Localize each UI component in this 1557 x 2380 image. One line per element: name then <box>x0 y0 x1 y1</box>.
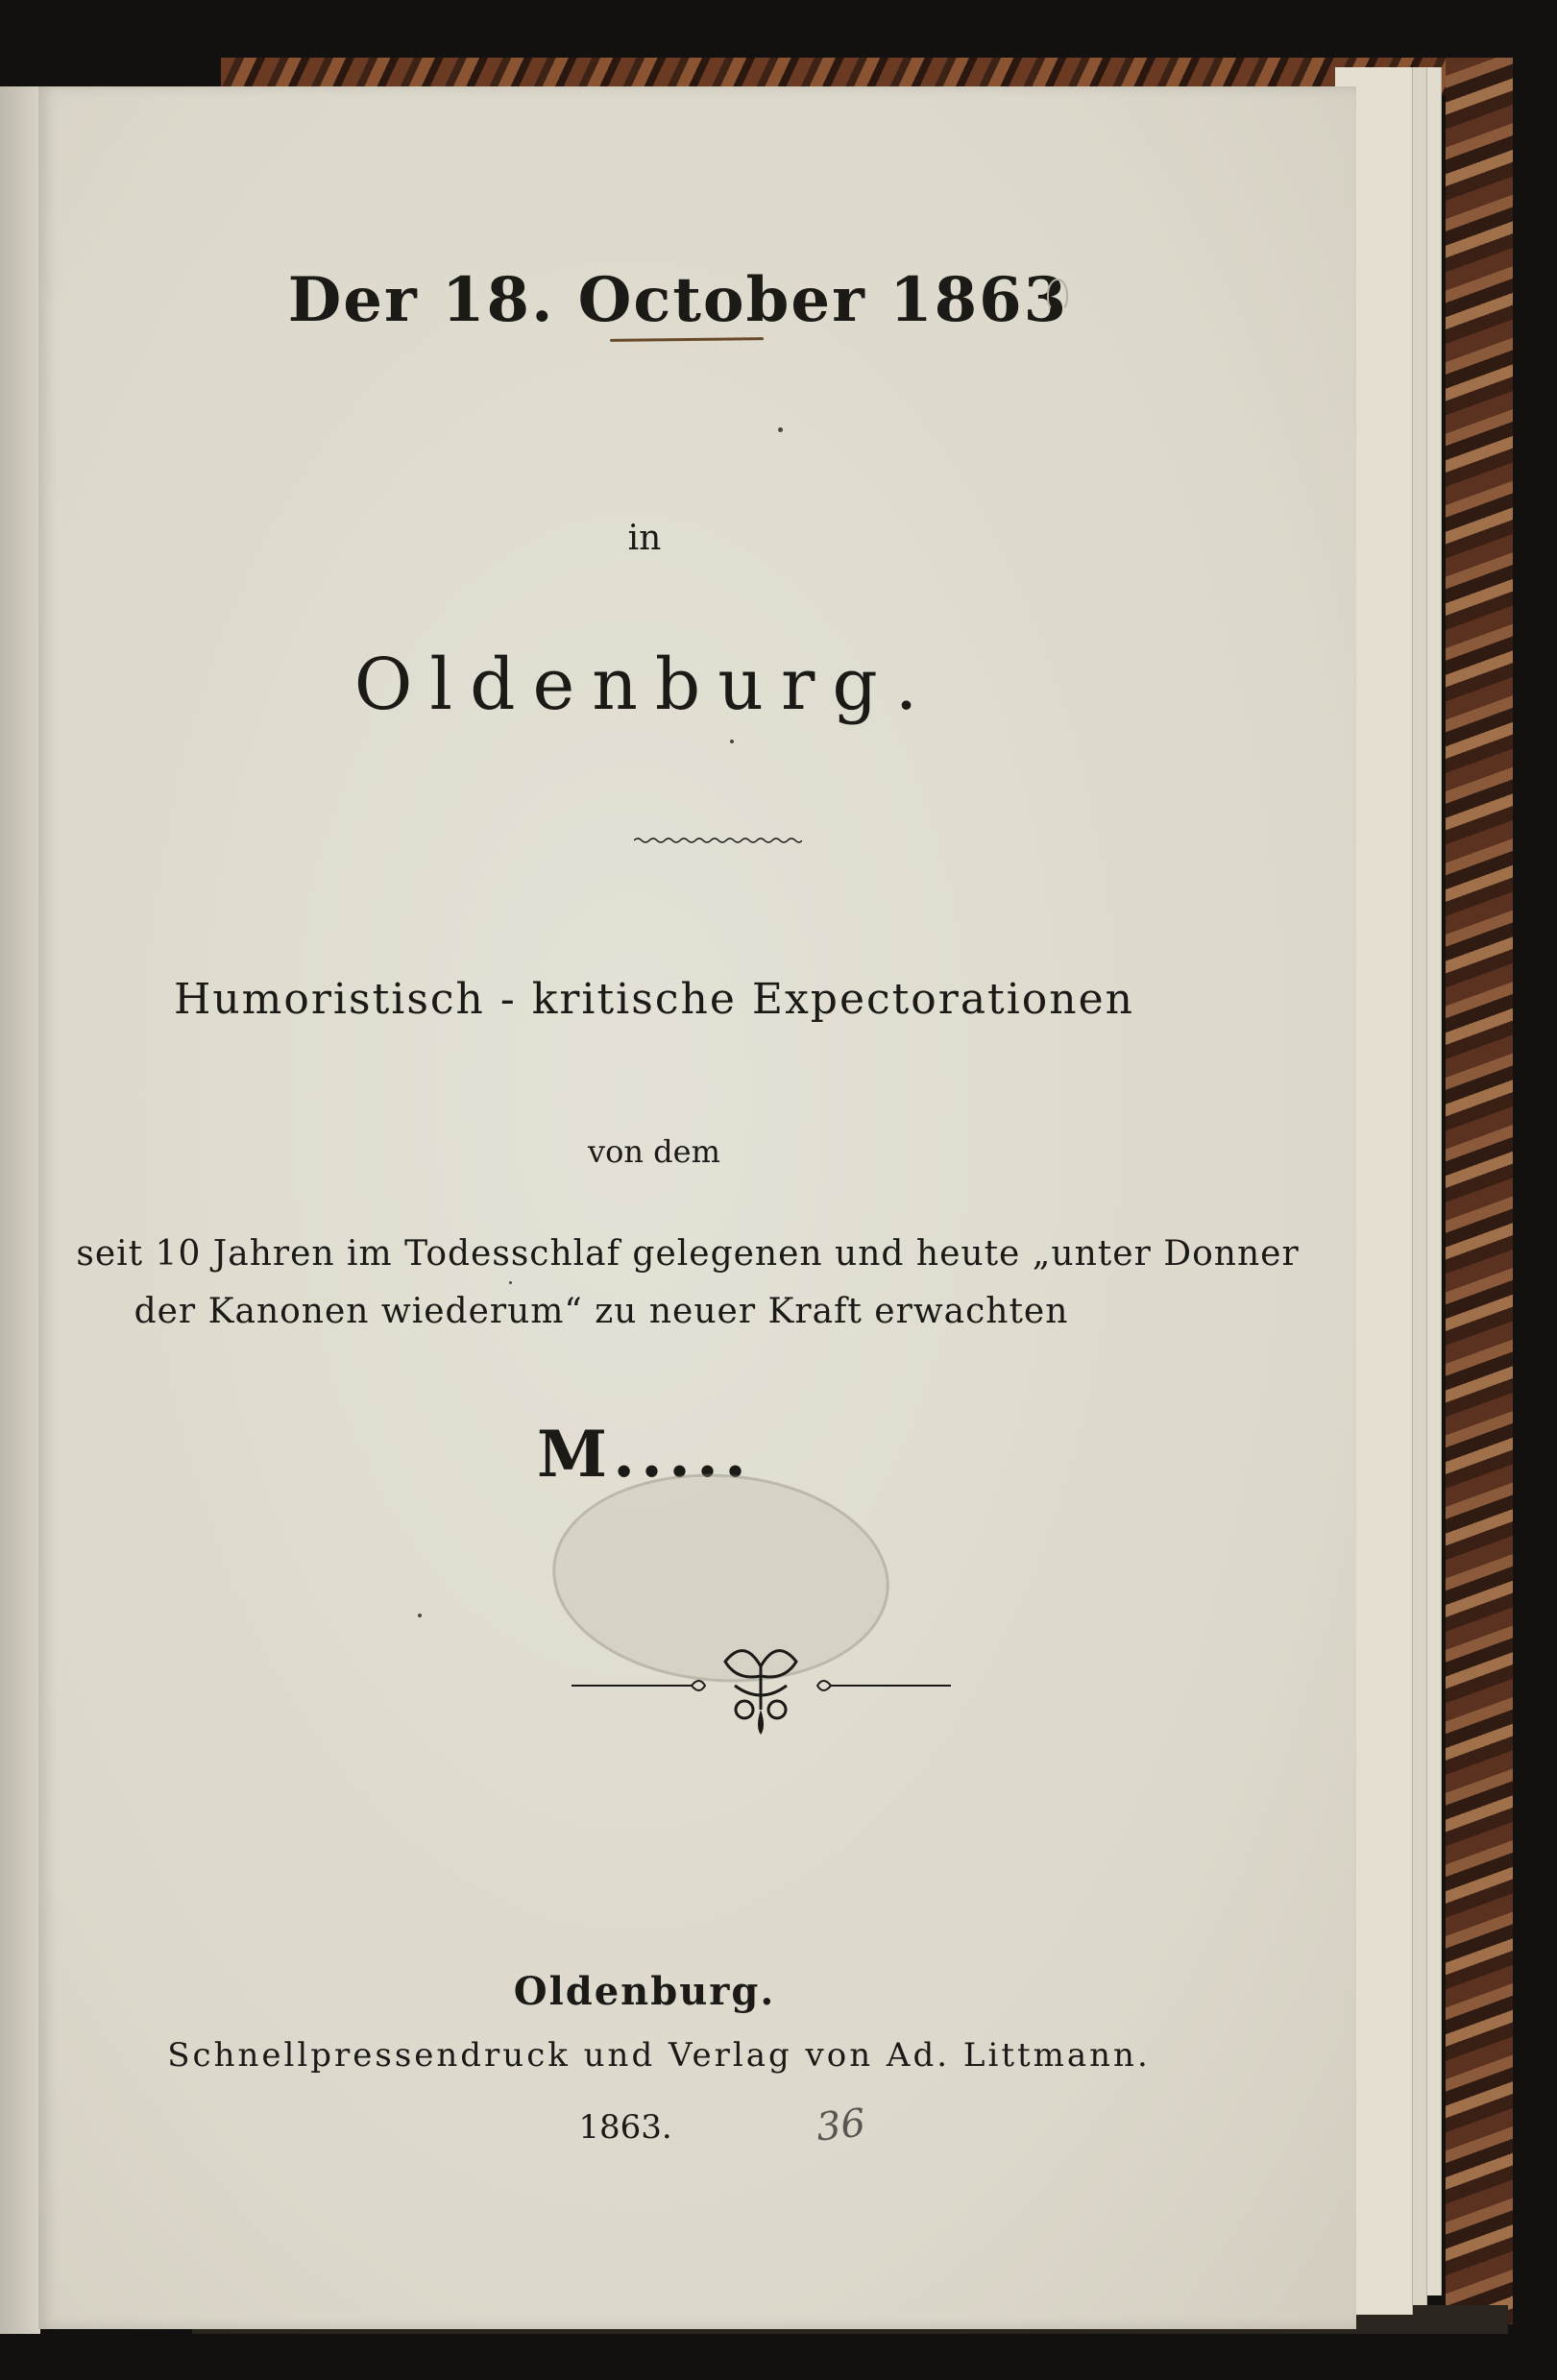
ink-speck <box>730 740 734 743</box>
ink-speck <box>778 427 783 432</box>
byline-von: von dem <box>588 1133 720 1170</box>
imprint-printer: Schnellpressendruck und Verlag von Ad. Littmann. <box>167 2036 1151 2075</box>
title-page <box>38 86 1356 2329</box>
description-line-1: seit 10 Jahren im Todesschlaf gelegenen und heute „unter Donner <box>76 1234 1300 1274</box>
imprint-place: Oldenburg. <box>513 1969 776 2014</box>
pencil-underline <box>610 337 764 342</box>
wavy-divider <box>634 836 802 845</box>
page-title <box>19 264 1337 336</box>
description-line-2: der Kanonen wiederum“ zu neuer Kraft erwachten <box>134 1292 1069 1331</box>
title-year: 1863 <box>889 264 1069 336</box>
title-prefix: Der 18. <box>287 264 555 336</box>
author-initial: M..... <box>537 1417 752 1492</box>
ink-speck <box>418 1614 422 1617</box>
ink-speck <box>509 1281 512 1284</box>
preposition-in: in <box>627 519 662 558</box>
handwritten-note: 36 <box>814 2101 868 2150</box>
pencil-mark <box>1047 279 1068 311</box>
city-name: Oldenburg. <box>353 644 936 726</box>
subtitle: Humoristisch - kritische Expectorationen <box>173 975 1135 1024</box>
ornament-icon <box>572 1633 951 1738</box>
title-word: October <box>577 264 866 336</box>
cover-board-right <box>1446 58 1513 2324</box>
imprint-year: 1863. <box>578 2108 672 2147</box>
